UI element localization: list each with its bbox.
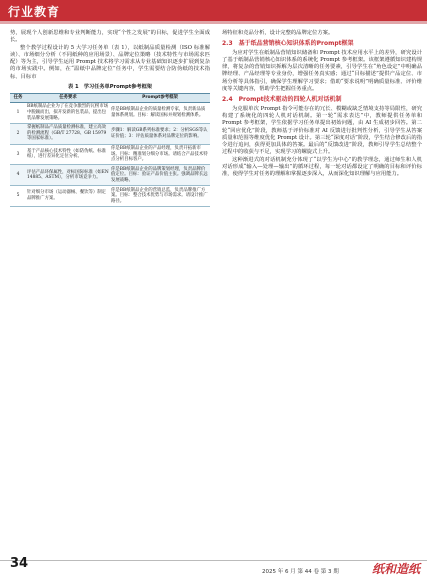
table-row bbox=[10, 123, 210, 144]
page-number: 34 bbox=[10, 556, 29, 571]
table-caption: 表 1 学习任务单Prompt参考框架 bbox=[67, 84, 152, 91]
right-paragraph-3: 为克服单次 Prompt 指令可能存在的冗长、模糊或缺乏情境支持等局限性，研究构建了系统化的四轮人机对话机制。第一轮“需求表达”中，教师提供任务单和 Prompt 参考框架，学生依据学习任务单提出初始问题，由 AI 生成初步回答。第二轮“回应优化”阶段，教师基于评价标准对 AI 反馈进行批判性分析，引导学生从答案质量和范围等维度优化 Prompt 设计。第三轮“深度对话”阶段，学生结合修改后的指令进行追问，获得更加具体的答案。最后的“反馈改进”阶段，教师引导学生总结整个过程中的收获与不足，实现学习的螺旋式上升。 bbox=[222, 105, 422, 156]
task-number: 2 bbox=[10, 123, 26, 144]
table-header-requirement: 任务要求 bbox=[26, 94, 110, 103]
task-framework: 你是BB纸制品企业的产品经理，负责开拓新市场。目标：精准划分细分市场。请结合产品技术特点分析目标客户。 bbox=[110, 144, 210, 165]
table-row bbox=[10, 165, 210, 186]
task-requirement: 掌握纸制品产品质量检测标准，建立高效的检测流程（GB/T 27728、GB 15979等国家标准）。 bbox=[26, 123, 110, 144]
task-number: 1 bbox=[10, 102, 26, 123]
section-banner bbox=[0, 0, 427, 24]
right-paragraph-4: 这种渐进式的对话机制充分体现了“以学生为中心”的教学理念，通过师生和人机对话形成“输入—处理—输出”的循环过程，每一轮对话都设定了明确的目标和评价标准，使得学生对任务的理解和掌握逐步深入，从而深化知识理解与应用能力。 bbox=[222, 156, 422, 178]
task-framework: 你是BB纸制品企业的质量检测专家，负责新品质量体系规划。目标：解读国标并规划检测体系。 bbox=[110, 102, 210, 123]
issue-info: 2025 年 6 月 第 44 卷 第 3 期 bbox=[262, 569, 339, 575]
table-row bbox=[10, 186, 210, 207]
table-header-row bbox=[10, 94, 210, 103]
left-column bbox=[10, 30, 210, 207]
task-requirement: BB纸制品企业为了在竞争激烈的瓦楞市场中脱颖而出，拟开发新的包装品，提出包装品牌发展策略。 bbox=[26, 102, 110, 123]
right-paragraph-1: 场特征和竞品分析，设计完整的品牌定位方案。 bbox=[222, 30, 334, 36]
table-row bbox=[10, 102, 210, 123]
journal-logo: 纸和造纸 bbox=[372, 562, 421, 576]
task-requirement: 评估产品环保属性，对标国际标准（如EN 14885、ASTM），分析市场竞争力。 bbox=[26, 165, 110, 186]
task-requirement: 针对细分市场（运动器械、餐饮等）制定品牌推广方案。 bbox=[26, 186, 110, 207]
task-requirement: 基于产品核心技术特性（如防伪纸、标准纸），进行差异化定位分析。 bbox=[26, 144, 110, 165]
table-header-task: 任务 bbox=[10, 94, 26, 103]
task-number: 5 bbox=[10, 186, 26, 207]
task-number: 3 bbox=[10, 144, 26, 165]
section-tag: 行业教育 bbox=[8, 5, 61, 19]
task-number: 4 bbox=[10, 165, 26, 186]
right-paragraph-2: 为应对学生在纸制品营销知识储备和 Prompt 技术应用水平上的差异，研究设计了基于纸制品营销核心知识体系的系统化 Prompt 参考框架。该框架遵循知识建构规律，将复杂的营销知识拆解为层次清晰的任务要素，引导学生在“角色设定”中明确品牌经理、产品经理等专业身份，增强任务真实感；通过“目标描述”提供产品定位、市场分析等具体指引，确保学生理解学习要求；借助“要求说明”明确质量标准、评价维度等关键内容，帮助学生把握任务重点。 bbox=[222, 49, 422, 93]
left-paragraph-1: 势，展现个人创新思维和专业判断能力，实现“个性之发展”的目标，促进学生全面成长。 bbox=[10, 30, 210, 44]
banner-stripe bbox=[0, 21, 427, 24]
table-header-framework: Prompt参考框架 bbox=[110, 94, 210, 103]
right-column bbox=[222, 30, 422, 179]
section-heading-2-3: 2.3 基于纸品营销核心知识体系的Prompt框架 bbox=[222, 40, 354, 48]
task-framework: 步骤1：解读GB系列标准要求；2：分析SGS等认证价值；3：评估质量体系对品牌定位的影响。 bbox=[110, 123, 210, 144]
section-heading-2-4: 2.4 Prompt技术驱动的四轮人机对话机制 bbox=[222, 96, 342, 104]
footer-divider bbox=[0, 560, 427, 561]
left-paragraph-2: 整个教学过程设计的 5 大学习任务单（表 1），以纸制品质量检测（ISO 标准解读）、市场细分分析（不同纸种的应用场景）、品牌定位策略（技术特性与市场需求匹配）等为主，引导学生运用 Prompt 技术将学习需求从专业基础知识逐步扩展到复杂的市场实践中。例如，在“温纸中品牌定位”任务中，学生需要结合防伪纸的技术指标、目标市 bbox=[10, 44, 210, 80]
task-framework: 你是BB纸制品企业的品牌策划经理，负责品牌价值定位。目标：验证产品价值主张。强调品牌长远发展战略。 bbox=[110, 165, 210, 186]
task-framework: 你是BB纸制品企业的营销总监，负责品牌推广方案。目标：整合技术优势与市场需求。请设计推广路径。 bbox=[110, 186, 210, 207]
table-row bbox=[10, 144, 210, 165]
prompt-framework-table bbox=[10, 93, 210, 207]
